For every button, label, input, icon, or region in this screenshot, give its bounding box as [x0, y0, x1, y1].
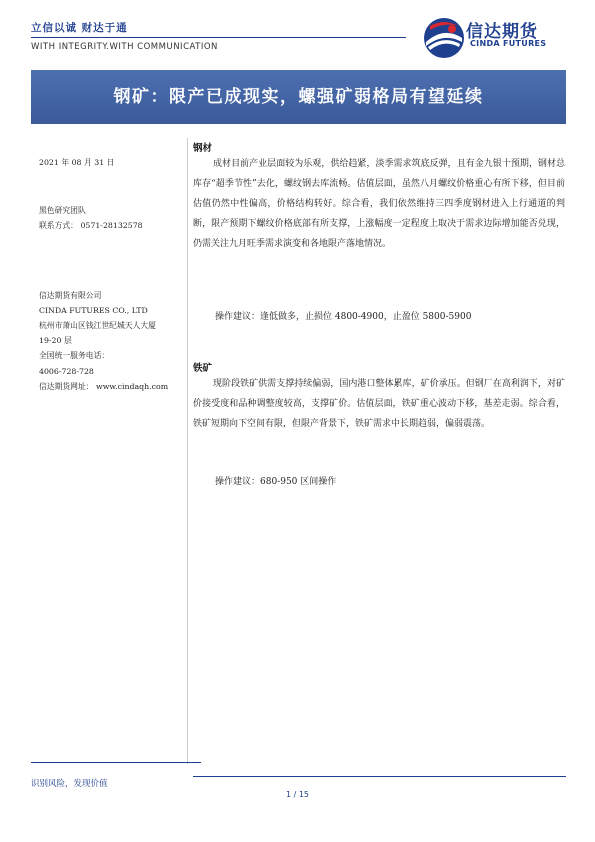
section-advice-steel: 操作建议：逢低做多，止损位 4800-4900，止盈位 5800-5900 [215, 312, 472, 322]
section-title-iron-ore: 铁矿 [193, 363, 213, 374]
section-advice-iron-ore: 操作建议：680-950 区间操作 [215, 477, 337, 487]
company-address: 杭州市萧山区钱江世纪城天人大厦 [39, 321, 156, 330]
section-body-iron-ore-text: 现阶段铁矿供需支撑持续偏弱，国内港口整体累库，矿价承压。但钢厂在高利润下，对矿价接受度和品种调整度较高，支撑矿价。估值层面，铁矿重心波动下移，基差走弱。综合看，铁矿短期向下空间有限，但限产背景下，铁矿需求中长期趋弱，偏弱震荡。 [193, 379, 565, 429]
header-divider [31, 37, 406, 38]
section-body-steel-text: 成材目前产业层面较为乐观，供给趋紧，淡季需求筑底反弹，且有金九银十预期，钢材总库存“超季节性”去化，螺纹钢去库流畅。估值层面，虽然八月螺纹价格重心有所下移，但目前估值仍然中性偏高，价格结构转好。综合看，我们依然维持三四季度钢材进入上行通道的判断，限产预期下螺纹价格底部有所支撑，上涨幅度一定程度上取决于需求边际增加能否兑现，仍需关注九月旺季需求演变和各地限产落地情况。 [193, 159, 565, 249]
page-number: 1 / 15 [285, 790, 310, 799]
section-title-steel: 钢材 [193, 143, 213, 154]
section-body-steel [193, 154, 565, 254]
research-team: 黑色研究团队 [39, 206, 86, 215]
company-name-en: CINDA FUTURES CO., LTD [39, 306, 148, 315]
contact-phone: 联系方式： 0571-28132578 [39, 221, 143, 230]
footer-rule-right [193, 776, 566, 777]
logo-text-en: CINDA FUTURES [470, 39, 547, 48]
header-tagline: WITH INTEGRITY.WITH COMMUNICATION [31, 42, 218, 52]
footer-slogan: 识别风险，发现价值 [31, 779, 108, 789]
hotline-label: 全国统一服务电话： [39, 351, 110, 360]
column-divider [187, 138, 188, 764]
footer-rule-left [31, 762, 201, 763]
cinda-logo-icon [422, 16, 466, 60]
report-date: 2021 年 08 月 31 日 [39, 158, 115, 167]
logo-text-cn: 信达期货 [466, 22, 538, 42]
company-name-cn: 信达期货有限公司 [39, 291, 102, 300]
company-website: 信达期货网址： www.cindaqh.com [39, 382, 169, 391]
section-body-iron-ore [193, 374, 565, 434]
report-title: 钢矿：限产已成现实，螺强矿弱格局有望延续 [113, 87, 484, 107]
header-slogan: 立信以诚 财达于通 [31, 22, 128, 34]
hotline-number: 4006-728-728 [39, 367, 94, 376]
company-address-floor: 19-20 层 [39, 336, 72, 345]
